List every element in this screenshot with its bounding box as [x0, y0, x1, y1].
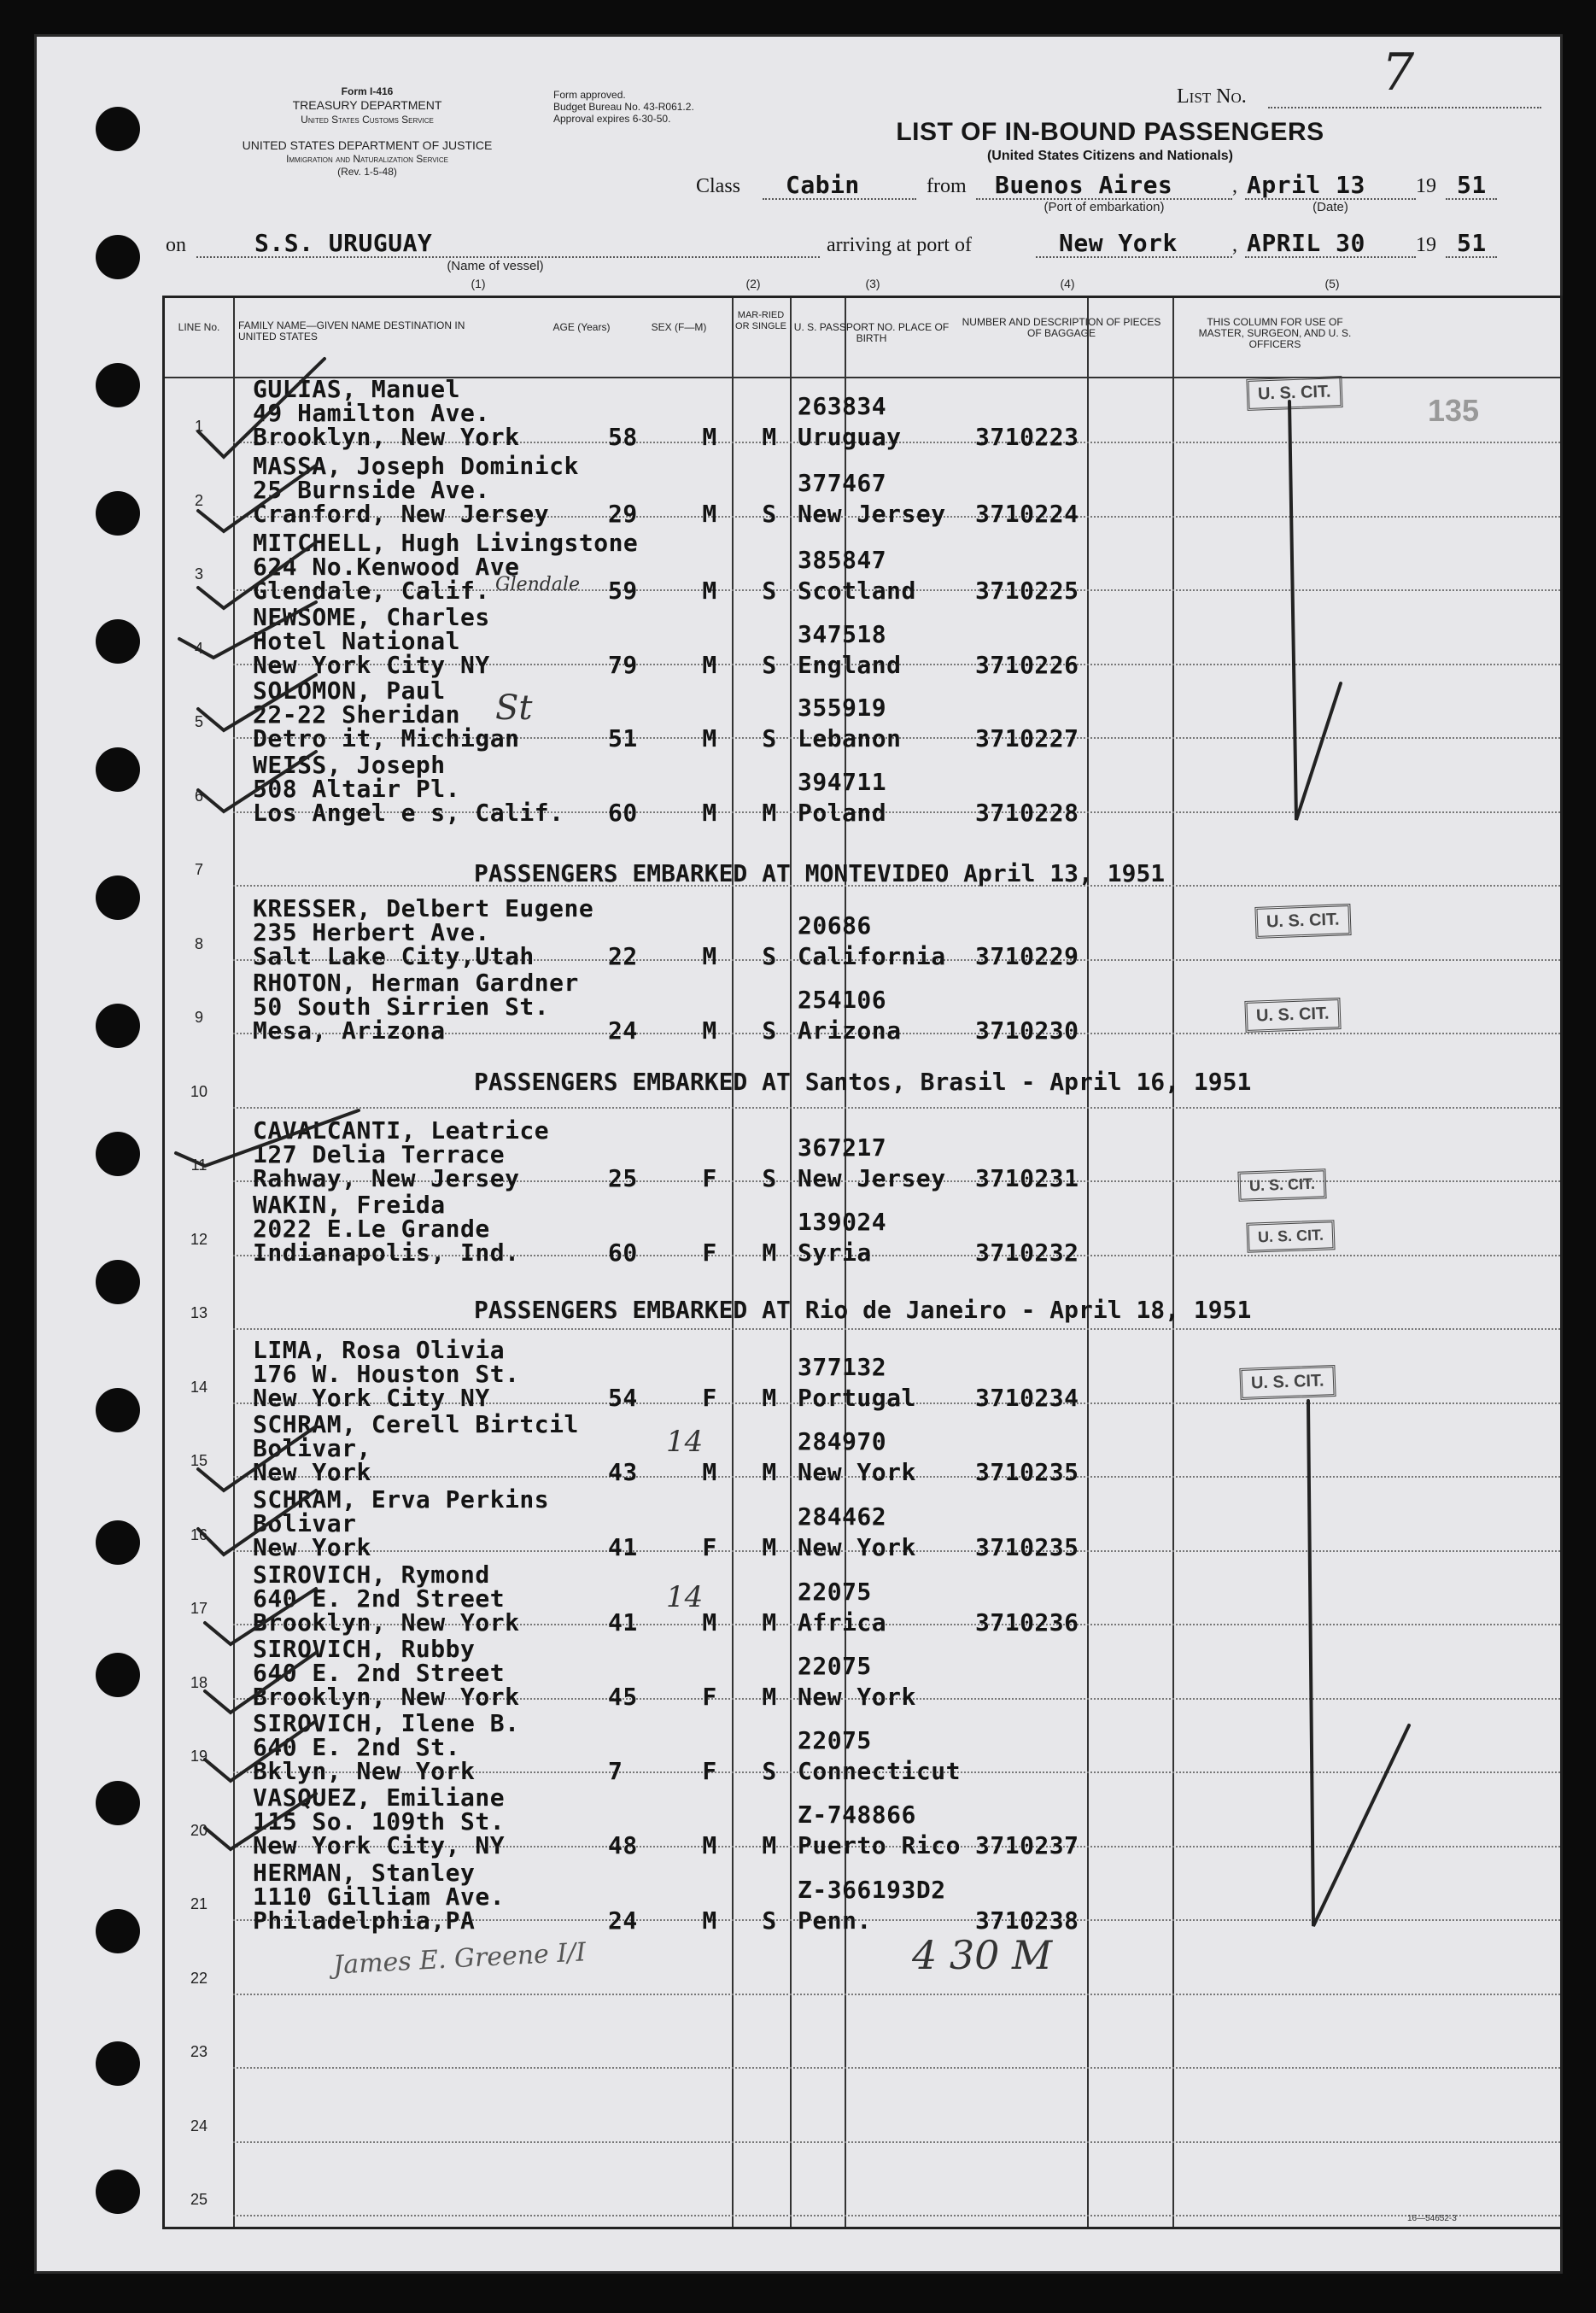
passenger-age: 43 [608, 1458, 638, 1486]
port-caption: (Port of embarkation) [1044, 200, 1165, 214]
officer-stroke [1308, 1401, 1409, 1926]
col-num-1: (1) [471, 277, 486, 290]
passenger-marital-status: S [762, 651, 777, 679]
baggage-number: 3710225 [975, 577, 1079, 605]
passport-number: 377467 [798, 469, 887, 497]
passenger-age: 41 [608, 1533, 638, 1561]
passenger-city: Mesa, Arizona [253, 1016, 446, 1045]
passenger-address: 115 So. 109th St. [253, 1807, 506, 1836]
arrival-year: 51 [1457, 229, 1487, 257]
passenger-address: 640 E. 2nd St. [253, 1733, 461, 1761]
from-label: from [927, 175, 967, 197]
passenger-city: Salt Lake City,Utah [253, 942, 535, 970]
baggage-number: 3710236 [975, 1608, 1079, 1637]
baggage-number: 3710235 [975, 1533, 1079, 1561]
passenger-sex: F [702, 1683, 717, 1711]
passenger-city: Cranford, New Jersey [253, 500, 550, 528]
passport-number: 22075 [798, 1726, 872, 1754]
passenger-address: 127 Delia Terrace [253, 1140, 506, 1168]
passport-number: 284970 [798, 1427, 887, 1455]
footer-code: 16—54652-3 [1407, 2214, 1457, 2223]
customs-service: United States Customs Service [301, 114, 434, 126]
passenger-city: New York [253, 1533, 371, 1561]
line-number: 13 [190, 1304, 208, 1321]
passenger-city: New York City NY [253, 1384, 490, 1412]
passport-number: 254106 [798, 986, 887, 1014]
passenger-city: Indianapolis, Ind. [253, 1238, 520, 1267]
check-mark-icon [198, 466, 316, 531]
line-number: 4 [194, 639, 203, 657]
passenger-marital-status: M [762, 1831, 777, 1859]
passenger-sex: M [702, 1831, 717, 1859]
date-caption: (Date) [1312, 200, 1348, 214]
place-of-birth: New York [798, 1683, 916, 1711]
place-of-birth: Poland [798, 799, 887, 827]
passenger-name: WEISS, Joseph [253, 751, 446, 779]
separator-montevideo: PASSENGERS EMBARKED AT MONTEVIDEO April 13, 1951 [474, 859, 1166, 887]
place-of-birth: Uruguay [798, 423, 902, 451]
baggage-number: 3710227 [975, 724, 1079, 752]
us-citizen-stamp: U. S. CIT. [1237, 1168, 1326, 1202]
list-number: 7 [1382, 43, 1415, 102]
form-subtitle: (United States Citizens and Nationals) [986, 149, 1234, 163]
passenger-age: 24 [608, 1016, 638, 1045]
passenger-age: 58 [608, 423, 638, 451]
passport-number: 394711 [798, 768, 887, 796]
check-mark-icon [198, 675, 316, 730]
class-value: Cabin [786, 171, 860, 199]
passenger-age: 48 [608, 1831, 638, 1859]
passenger-city: Bklyn, New York [253, 1757, 476, 1785]
passenger-city: Detro it, Michigan [253, 724, 520, 752]
passenger-sex: F [702, 1238, 717, 1267]
baggage-number: 3710234 [975, 1384, 1079, 1412]
arriving-label: arriving at port of [827, 234, 972, 256]
passenger-address: 235 Herbert Ave. [253, 918, 490, 946]
passenger-name: NEWSOME, Charles [253, 603, 490, 631]
passenger-age: 79 [608, 651, 638, 679]
check-mark-icon [205, 1589, 316, 1644]
form-number: Form I-416 [341, 85, 394, 97]
place-of-birth: Arizona [798, 1016, 902, 1045]
passenger-name: CAVALCANTI, Leatrice [253, 1116, 550, 1145]
col-header-age: AGE (Years) [552, 321, 611, 333]
baggage-number: 3710237 [975, 1831, 1079, 1859]
arrival-date: APRIL 30 [1247, 229, 1365, 257]
arrival-port: New York [1059, 229, 1178, 257]
passenger-sex: F [702, 1533, 717, 1561]
place-of-birth: New York [798, 1458, 916, 1486]
passenger-address: 50 South Sirrien St. [253, 993, 550, 1021]
passenger-name: HERMAN, Stanley [253, 1859, 476, 1887]
passenger-marital-status: M [762, 423, 777, 451]
passenger-sex: M [702, 423, 717, 451]
list-no-label: List No. [1177, 85, 1247, 108]
baggage-number: 3710228 [975, 799, 1079, 827]
passenger-marital-status: S [762, 1016, 777, 1045]
passenger-name: SCHRAM, Erva Perkins [253, 1485, 550, 1514]
justice-dept: UNITED STATES DEPARTMENT OF JUSTICE [242, 138, 493, 152]
check-mark-icon [179, 602, 316, 658]
passenger-name: SIROVICH, Ilene B. [253, 1709, 520, 1737]
check-mark-icon [198, 359, 324, 457]
us-citizen-stamp: U. S. CIT. [1239, 1365, 1336, 1400]
year-prefix: 19 [1416, 175, 1436, 197]
check-mark-icon [198, 752, 316, 811]
handwritten-st: St [495, 688, 533, 728]
passenger-address: 2022 E.Le Grande [253, 1215, 490, 1243]
passenger-city: Brooklyn, New York [253, 1608, 520, 1637]
line-number: 17 [190, 1600, 208, 1617]
us-citizen-stamp: U. S. CIT. [1246, 1220, 1335, 1253]
passenger-address: 22-22 Sheridan [253, 700, 461, 729]
baggage-number: 3710226 [975, 651, 1079, 679]
passenger-sex: F [702, 1384, 717, 1412]
passenger-marital-status: S [762, 1757, 777, 1785]
budget-bureau: Budget Bureau No. 43-R061.2. [553, 101, 694, 113]
passenger-age: 60 [608, 1238, 638, 1267]
col-header-sex: SEX (F—M) [651, 321, 707, 333]
line-number: 12 [190, 1230, 208, 1248]
col-num-5: (5) [1324, 277, 1340, 290]
passenger-name: SCHRAM, Cerell Birtcil [253, 1410, 579, 1438]
passenger-marital-status: S [762, 1164, 777, 1192]
passenger-sex: M [702, 577, 717, 605]
passenger-name: GULIAS, Manuel [253, 375, 461, 403]
separator-rio: PASSENGERS EMBARKED AT Rio de Janeiro - April 18, 1951 [474, 1296, 1252, 1324]
arrival-year-prefix: 19 [1416, 234, 1436, 256]
vessel-name: S.S. URUGUAY [254, 229, 433, 257]
line-number: 25 [190, 2191, 208, 2208]
line-number: 24 [190, 2117, 208, 2134]
handwritten-14: 14 [666, 1425, 704, 1459]
line-number: 18 [190, 1673, 208, 1691]
passenger-name: SIROVICH, Rubby [253, 1635, 476, 1663]
revision: (Rev. 1-5-48) [337, 166, 397, 178]
check-mark-icon [205, 1653, 316, 1713]
passport-number: 22075 [798, 1652, 872, 1680]
line-number: 22 [190, 1969, 208, 1987]
passenger-address: 49 Hamilton Ave. [253, 399, 490, 427]
passenger-marital-status: S [762, 942, 777, 970]
line-number: 2 [194, 491, 203, 509]
passenger-marital-status: S [762, 1906, 777, 1935]
line-number: 16 [190, 1525, 208, 1543]
col-header-name: FAMILY NAME—GIVEN NAME DESTINATION IN UNITED STATES [238, 319, 465, 343]
passenger-marital-status: M [762, 1608, 777, 1637]
passenger-marital-status: S [762, 577, 777, 605]
passenger-age: 45 [608, 1683, 638, 1711]
passenger-sex: F [702, 1164, 717, 1192]
passenger-sex: M [702, 942, 717, 970]
passport-number: 347518 [798, 620, 887, 648]
line-number: 5 [194, 713, 203, 730]
passenger-sex: M [702, 1906, 717, 1935]
line-number: 8 [194, 934, 203, 952]
passenger-age: 60 [608, 799, 638, 827]
embark-year: 51 [1457, 171, 1487, 199]
class-label: Class [696, 175, 741, 197]
baggage-number: 3710238 [975, 1906, 1079, 1935]
line-number: 14 [190, 1378, 208, 1396]
vessel-caption: (Name of vessel) [447, 259, 544, 273]
form-title: LIST OF IN-BOUND PASSENGERS [896, 118, 1324, 146]
passenger-sex: F [702, 1757, 717, 1785]
check-mark-icon [198, 1426, 316, 1490]
passenger-city: Philadelphia,PA [253, 1906, 476, 1935]
passenger-sex: M [702, 1016, 717, 1045]
passport-number: 367217 [798, 1133, 887, 1162]
line-number: 19 [190, 1748, 208, 1765]
line-number: 11 [190, 1156, 208, 1174]
us-citizen-stamp: U. S. CIT. [1254, 904, 1351, 939]
officer-stroke [1289, 401, 1341, 820]
passenger-age: 24 [608, 1906, 638, 1935]
baggage-number: 3710223 [975, 423, 1079, 451]
place-of-birth: Scotland [798, 577, 916, 605]
passenger-marital-status: M [762, 1384, 777, 1412]
passport-number: 284462 [798, 1502, 887, 1531]
passenger-marital-status: M [762, 1533, 777, 1561]
passport-number: Z-748866 [798, 1801, 916, 1829]
passenger-city: Los Angel e s, Calif. [253, 799, 564, 827]
line-number: 20 [190, 1821, 208, 1839]
check-mark-icon [205, 1794, 316, 1849]
passenger-name: SOLOMON, Paul [253, 676, 446, 705]
passenger-age: 22 [608, 942, 638, 970]
passenger-name: SIROVICH, Rymond [253, 1561, 490, 1589]
baggage-number: 3710224 [975, 500, 1079, 528]
place-of-birth: California [798, 942, 946, 970]
place-of-birth: New York [798, 1533, 916, 1561]
passenger-address: Bolivar, [253, 1434, 371, 1462]
passport-number: 22075 [798, 1578, 872, 1606]
handwritten-glendale: Glendale [495, 574, 581, 595]
approval-expires: Approval expires 6-30-50. [553, 113, 671, 125]
passenger-age: 59 [608, 577, 638, 605]
passenger-marital-status: M [762, 1458, 777, 1486]
passenger-sex: M [702, 799, 717, 827]
handwritten-14: 14 [666, 1580, 704, 1614]
line-number: 1 [194, 418, 203, 435]
passenger-name: MASSA, Joseph Dominick [253, 452, 579, 480]
passenger-age: 25 [608, 1164, 638, 1192]
embark-date: April 13 [1247, 171, 1365, 199]
form-approved: Form approved. [553, 89, 626, 101]
passenger-name: VASQUEZ, Emiliane [253, 1783, 506, 1812]
passport-number: 139024 [798, 1208, 887, 1236]
handwritten-initials: 4 30 M [912, 1932, 1053, 1978]
line-number: 10 [190, 1082, 208, 1100]
passenger-name: LIMA, Rosa Olivia [253, 1336, 506, 1364]
check-mark-icon [205, 1721, 316, 1781]
line-number: 9 [194, 1009, 203, 1026]
passenger-city: New York [253, 1458, 371, 1486]
line-number: 7 [194, 861, 203, 878]
passenger-address: Hotel National [253, 627, 461, 655]
passenger-sex: M [702, 1608, 717, 1637]
col-header-married: MAR-RIED OR SINGLE [735, 310, 786, 331]
line-number: 6 [194, 787, 203, 805]
place-of-birth: Portugal [798, 1384, 916, 1412]
passport-number: 20686 [798, 911, 872, 940]
passenger-address: 624 No.Kenwood Ave [253, 553, 520, 581]
check-mark-icon [176, 1110, 359, 1166]
passport-number: 377132 [798, 1353, 887, 1381]
line-number: 3 [194, 565, 203, 583]
place-of-birth: Lebanon [798, 724, 902, 752]
baggage-number: 3710232 [975, 1238, 1079, 1267]
place-of-birth: Syria [798, 1238, 872, 1267]
passenger-address: 1110 Gilliam Ave. [253, 1883, 506, 1911]
place-of-birth: New Jersey [798, 1164, 946, 1192]
passenger-city: Brooklyn, New York [253, 423, 520, 451]
line-number: 15 [190, 1452, 208, 1469]
col-header-officers: THIS COLUMN FOR USE OF MASTER, SURGEON, AND U. S. OFFICERS [1198, 316, 1352, 350]
passenger-sex: M [702, 724, 717, 752]
margin-number: 135 [1428, 393, 1480, 428]
passport-number: 263834 [798, 392, 887, 420]
place-of-birth: Africa [798, 1608, 887, 1637]
passenger-address: 508 Altair Pl. [253, 775, 461, 803]
passenger-city: New York City NY [253, 651, 490, 679]
separator-santos: PASSENGERS EMBARKED AT Santos, Brasil - April 16, 1951 [474, 1068, 1252, 1096]
passenger-city: Glendale, Calif. [253, 577, 490, 605]
port-of-embarkation: Buenos Aires [995, 171, 1173, 199]
passenger-address: 25 Burnside Ave. [253, 476, 490, 504]
passenger-name: RHOTON, Herman Gardner [253, 969, 579, 997]
baggage-number: 3710229 [975, 942, 1079, 970]
passenger-address: 176 W. Houston St. [253, 1360, 520, 1388]
on-label: on [166, 234, 186, 256]
passenger-city: Rahway, New Jersey [253, 1164, 520, 1192]
passenger-address: 640 E. 2nd Street [253, 1659, 506, 1687]
place-of-birth: Puerto Rico [798, 1831, 961, 1859]
passport-number: Z-366193D2 [798, 1876, 946, 1904]
baggage-number: 3710231 [975, 1164, 1079, 1192]
passenger-age: 7 [608, 1757, 623, 1785]
passenger-sex: M [702, 500, 717, 528]
col-header-baggage: NUMBER AND DESCRIPTION OF PIECES OF BAGGAGE [962, 316, 1161, 339]
place-of-birth: Connecticut [798, 1757, 961, 1785]
passenger-marital-status: S [762, 724, 777, 752]
passenger-marital-status: S [762, 500, 777, 528]
passenger-age: 54 [608, 1384, 638, 1412]
passenger-address: 640 E. 2nd Street [253, 1584, 506, 1613]
col-num-2: (2) [745, 277, 761, 290]
line-number: 23 [190, 2043, 208, 2060]
line-number: 21 [190, 1895, 208, 1912]
passenger-marital-status: M [762, 1683, 777, 1711]
col-num-4: (4) [1060, 277, 1075, 290]
check-mark-icon [198, 1490, 316, 1555]
col-num-3: (3) [865, 277, 880, 290]
passenger-address: Bolivar [253, 1509, 357, 1537]
place-of-birth: Penn. [798, 1906, 872, 1935]
passenger-age: 51 [608, 724, 638, 752]
us-citizen-stamp: U. S. CIT. [1246, 376, 1342, 411]
passenger-age: 41 [608, 1608, 638, 1637]
passport-number: 355919 [798, 694, 887, 722]
inspector-signature: James E. Greene I/I [332, 1937, 587, 1981]
passenger-marital-status: M [762, 799, 777, 827]
passenger-name: WAKIN, Freida [253, 1191, 446, 1219]
treasury-dept: TREASURY DEPARTMENT [292, 98, 442, 112]
passenger-age: 29 [608, 500, 638, 528]
passenger-city: Brooklyn, New York [253, 1683, 520, 1711]
passenger-sex: M [702, 1458, 717, 1486]
passenger-sex: M [702, 651, 717, 679]
baggage-number: 3710235 [975, 1458, 1079, 1486]
passenger-marital-status: M [762, 1238, 777, 1267]
col-header-passport: U. S. PASSPORT NO. PLACE OF BIRTH [793, 321, 950, 344]
ins-service: Immigration and Naturalization Service [286, 153, 448, 165]
passenger-city: New York City, NY [253, 1831, 506, 1859]
col-header-line-no: LINE No. [178, 321, 220, 333]
passenger-name: MITCHELL, Hugh Livingstone [253, 529, 639, 557]
baggage-number: 3710230 [975, 1016, 1079, 1045]
us-citizen-stamp: U. S. CIT. [1244, 998, 1341, 1033]
passenger-name: KRESSER, Delbert Eugene [253, 894, 594, 922]
place-of-birth: New Jersey [798, 500, 946, 528]
check-mark-icon [198, 542, 316, 608]
place-of-birth: England [798, 651, 902, 679]
passport-number: 385847 [798, 546, 887, 574]
